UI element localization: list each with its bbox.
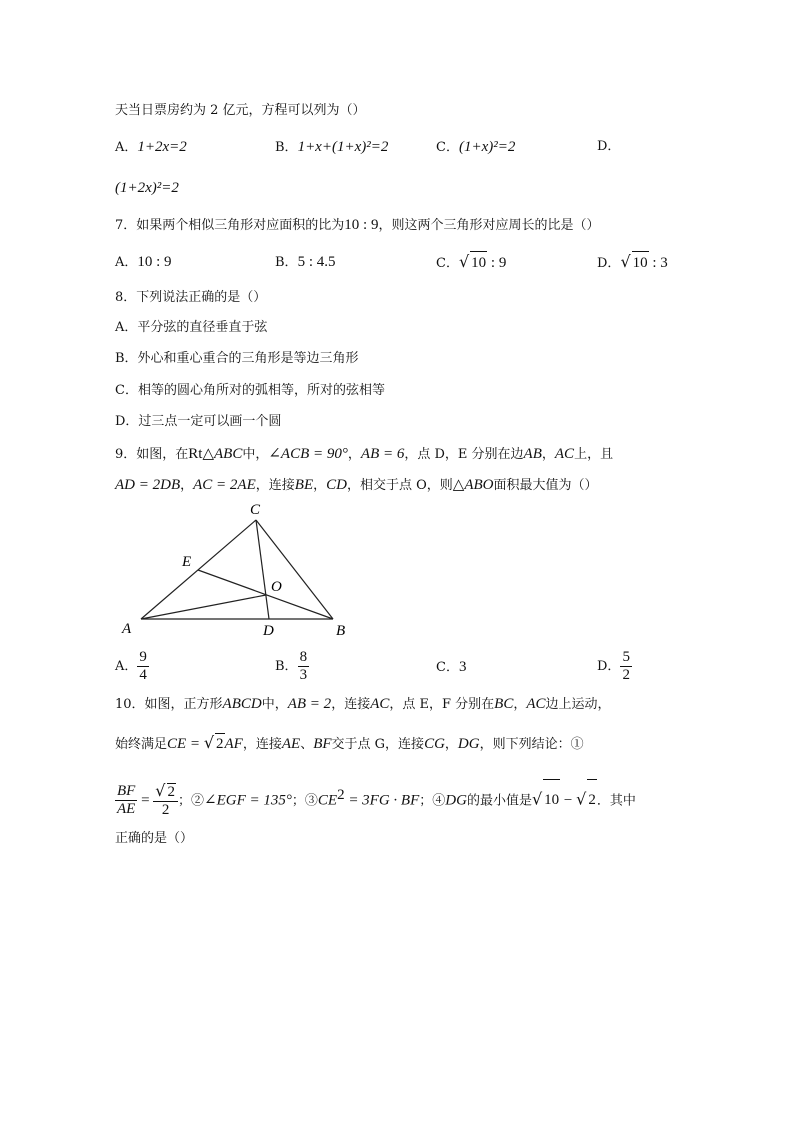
denominator: 4 [139,667,147,683]
fraction [137,649,149,684]
q8-stem: 8．下列说法正确的是（） [115,290,267,305]
text: ， [541,447,555,462]
q7-option-b-value: 5 : 4.5 [297,254,336,270]
text: ， [513,697,527,712]
q6-stem-continuation: 天当日票房约为 2 亿元，方程可以列为（） [115,103,366,118]
fraction-bf-ae [115,783,137,818]
text: 的最小值是 [466,793,532,809]
q7-option-d [597,251,668,275]
ab-length: AB = 6 [360,446,405,462]
label-a: A [122,621,132,637]
q9-option-c-value: 3 [458,659,467,675]
text: 交于点 G，连接 [331,737,425,752]
equals: = [137,792,154,809]
q10-stem-line-3 [115,775,636,821]
q9-option-c [436,647,466,688]
q7-option-b [275,251,335,274]
segment-ao-line [141,595,266,619]
q6-option-b-expr: 1+x+(1+x)²=2 [297,139,389,155]
text: ， [347,447,361,462]
option-label: B． [275,140,298,155]
q9-option-a [115,647,149,687]
option-label: B． [275,659,298,674]
q7-option-d-radicand: 10 [632,251,649,274]
option-label: B． [275,255,298,270]
text: ，则下列结论：① [479,737,584,752]
segment-cd: CD [326,477,347,493]
denominator: 3 [299,667,308,683]
option-label: A． [115,140,138,155]
option-label: C． [436,256,459,271]
label-d: D [263,623,274,639]
segment-bf: BF [313,736,332,752]
q10-stem-line-1 [115,694,611,715]
ac-relation: AC = 2AE [193,477,256,493]
text: ，连接 [331,697,371,712]
q7-option-c-radicand: 10 [470,251,487,274]
text: ，连接 [255,478,295,493]
angle-egf: ∠EGF = 135° [204,792,292,809]
ce-expr: CE = [167,736,204,752]
text: 10．如图，正方形 [115,697,223,712]
segment-af: AF [224,736,243,752]
q6-option-c-expr: (1+x)²=2 [458,139,516,155]
text: ，相交于点 O，则 [346,478,453,493]
segment-ac-line [141,520,256,619]
numerator: 9 [139,649,147,665]
option-label: C． [436,140,459,155]
label-c: C [250,502,261,518]
text: ；③ [291,793,318,809]
triangle-abc: ABC [214,446,243,462]
segment-ab: AB [523,446,542,462]
q8-option-a: A．平分弦的直径垂直于弦 [115,320,268,335]
q8-option-b: B．外心和重心重合的三角形是等边三角形 [115,351,359,366]
triangle-abo: ABO [464,477,494,493]
text: 面积最大值为（） [493,478,598,493]
text: ，点 D，E 分别在边 [404,447,524,462]
text: ， [444,737,458,752]
denominator: 2 [161,802,170,819]
option-label: D． [597,256,621,271]
q6-option-a [115,136,187,159]
numerator [153,782,178,802]
label-e: E [182,554,192,570]
segment-bc: BC [494,696,514,712]
option-label: D． [597,139,621,154]
option-label: A． [115,659,138,674]
square-abcd: ABCD [222,696,262,712]
fraction-sqrt2-2 [153,782,178,819]
text: 9．如图，在 [115,447,189,462]
q7-stem-text: 7．如果两个相似三角形对应面积的比为 [115,218,345,233]
text: 、 [300,737,314,752]
radicand: 2 [215,733,225,754]
option-label: D． [597,659,621,674]
text: 中， [261,697,288,712]
denominator: AE [117,801,136,818]
text: ， [313,478,327,493]
q9-option-d [597,647,632,687]
q9-stem-line-1 [115,444,613,465]
q7-option-c [436,251,506,275]
text: 上，且 [574,447,614,462]
numerator: BF [117,783,136,800]
segment-ac: AC [554,446,575,462]
angle-acb: ∠ACB = 90° [268,446,348,462]
radicand: 2 [167,784,175,801]
q6-option-d [597,136,620,158]
q7-option-a-value: 10 : 9 [137,254,172,270]
text: ；④ [419,793,446,809]
rt-triangle: Rt△ [188,446,214,462]
fraction [298,649,310,684]
q6-option-c [436,136,515,159]
segment-cg: CG [424,736,445,752]
radicand: 2 [587,779,597,820]
sqrt-sign-icon: √ [203,733,215,752]
sqrt-sign-icon: √ [458,252,470,271]
q6-option-d-expr: (1+2x)²=2 [115,180,179,196]
text: ，连接 [242,737,282,752]
triangle-icon: △ [452,477,465,493]
sqrt-sign-icon: √ [576,789,587,809]
numerator: 8 [299,649,308,665]
label-b: B [336,623,346,639]
q10-stem-line-2 [115,733,584,755]
q7-option-a [115,251,172,274]
q7-stem [115,215,599,236]
text: ， [180,478,194,493]
q6-option-b [275,136,388,159]
q7-option-d-rest: : 3 [648,255,668,271]
option-label: A． [115,255,138,270]
sqrt-sign-icon: √ [531,789,543,809]
fraction [620,649,632,684]
segment-be: BE [294,477,314,493]
q10-stem-line-4: 正确的是（） [115,831,194,846]
numerator: 5 [622,649,630,665]
segment-dg: DG [457,736,480,752]
text: ，点 E，F 分别在 [389,697,495,712]
text: ．其中 [596,793,636,809]
q6-option-d-expr-line [115,177,179,200]
q7-option-c-rest: : 9 [487,255,507,271]
segment-dg: DG [445,792,467,809]
exponent: 2 [337,787,345,803]
q6-option-a-expr: 1+2x=2 [137,139,187,155]
text: 中， [242,447,269,462]
rhs-expr: = 3FG · BF [344,792,420,809]
q7-ratio: 10 : 9 [344,217,379,233]
q9-option-b [275,647,309,687]
option-label: C． [436,660,459,675]
text: 边上运动， [545,697,611,712]
segment-ac: AC [526,696,546,712]
q7-stem-text-2: ，则这两个三角形对应周长的比是（） [378,218,600,233]
ab-length: AB = 2 [287,696,332,712]
label-o: O [271,579,282,595]
denominator: 2 [622,667,630,683]
segment-ce: CE [317,792,338,809]
minus: − [560,792,577,809]
segment-ae: AE [281,736,301,752]
q8-option-c: C．相等的圆心角所对的弧相等，所对的弦相等 [115,383,385,398]
sqrt-sign-icon: √ [155,781,166,801]
segment-ac: AC [370,696,390,712]
sqrt-sign-icon: √ [620,252,631,271]
ad-relation: AD = 2DB [115,477,181,493]
q9-stem-line-2 [115,475,598,496]
radicand: 10 [543,779,560,820]
q9-triangle-figure [110,498,370,643]
text: 始终满足 [115,737,168,752]
q8-option-d: D．过三点一定可以画一个圆 [115,414,282,429]
text: ；② [178,793,205,809]
